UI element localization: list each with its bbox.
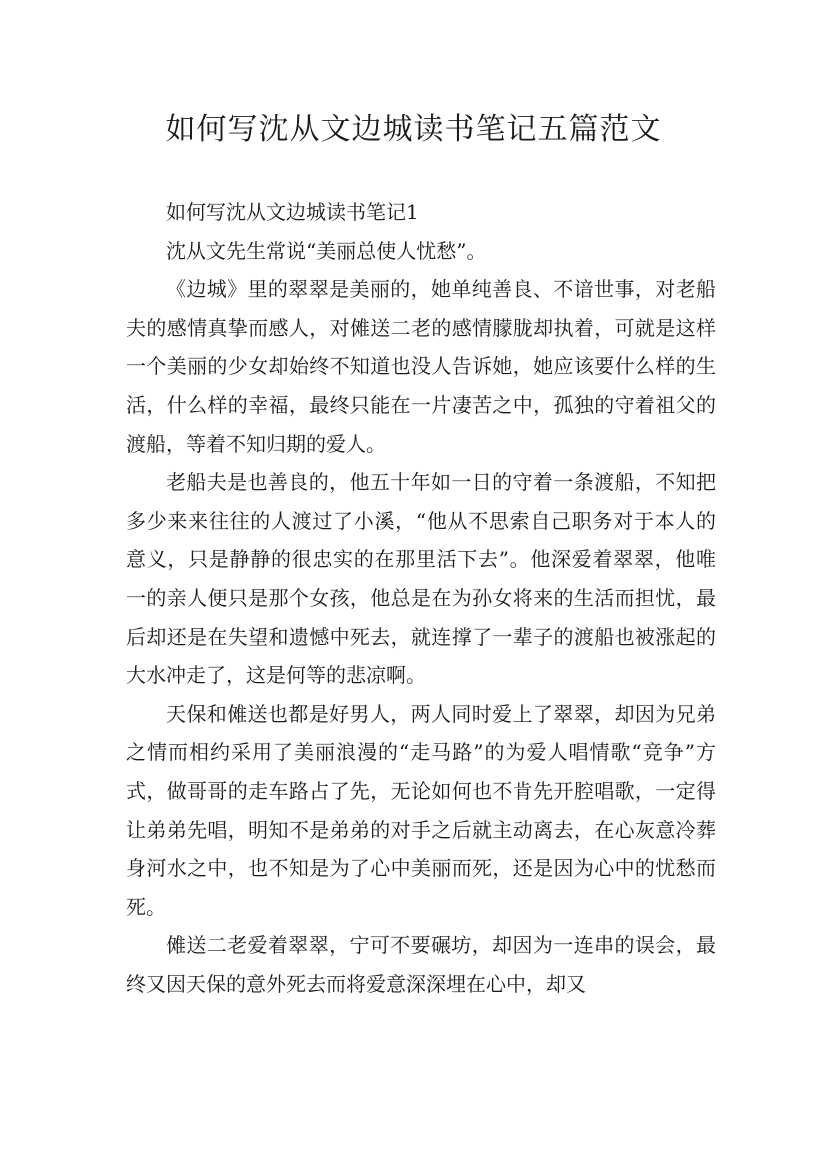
- paragraph: 《边城》里的翠翠是美丽的，她单纯善良、不谙世事，对老船夫的感情真挚而感人，对傩送二老的感情朦胧却执着，可就是这样一个美丽的少女却始终不知道也没人告诉她，她应该要什么样的生活，什么样的幸福，最终只能在一片凄苦之中，孤独的守着祖父的渡船，等着不知归期的爱人。: [126, 277, 716, 456]
- paragraph: 沈从文先生常说“美丽总使人忧愁”。: [166, 238, 487, 263]
- document-title: 如何写沈从文边城读书笔记五篇范文: [165, 112, 662, 147]
- paragraph: 傩送二老爱着翠翠，宁可不要碾坊，却因为一连串的误会，最终又因天保的意外死去而将爱意深深埋在心中，却又: [126, 933, 716, 996]
- paragraph: 老船夫是也善良的，他五十年如一日的守着一条渡船，不知把多少来来往往的人渡过了小溪，“他从不思索自己职务对于本人的意义，只是静静的很忠实的在那里活下去”。他深爱着翠翠，他唯一的亲人便只是那个女孩，他总是在为孙女将来的生活而担忧，最后却还是在失望和遗憾中死去，就连撑了一辈子的渡船也被涨起的大水冲走了，这是何等的悲凉啊。: [126, 470, 716, 688]
- paragraph: 天保和傩送也都是好男人，两人同时爱上了翠翠，却因为兄弟之情而相约采用了美丽浪漫的“走马路”的为爱人唱情歌“竞争”方式，做哥哥的走车路占了先，无论如何也不肯先开腔唱歌，一定得让弟弟先唱，明知不是弟弟的对手之后就主动离去，在心灰意冷葬身河水之中，也不知是为了心中美丽而死，还是因为心中的忧愁而死。: [126, 701, 716, 919]
- document-body: [126, 193, 716, 1003]
- section-heading: 如何写沈从文边城读书笔记1: [166, 200, 419, 224]
